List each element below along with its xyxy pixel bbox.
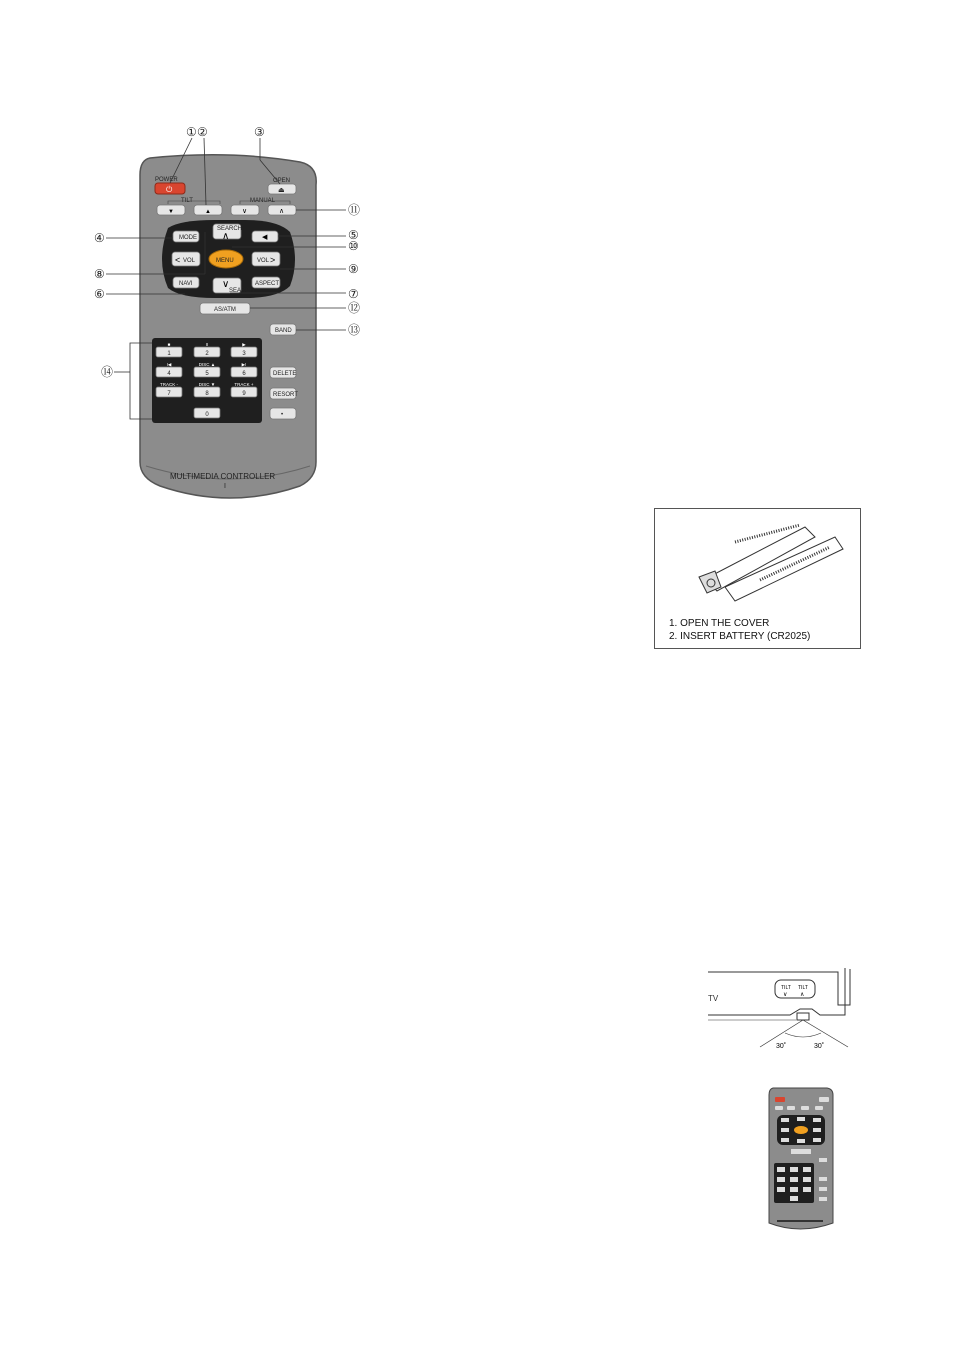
search-up-label: SEARCH [217, 226, 243, 232]
power-icon: ⏻ [166, 185, 173, 194]
triangle-up-icon: ▲ [205, 209, 211, 215]
battery-step-1: 1. OPEN THE COVER [669, 618, 770, 629]
keypad-key-symbol: ■ [167, 342, 171, 347]
brand-label: MULTIMEDIA CONTROLLER [170, 472, 276, 481]
callout-3: ③ [254, 125, 265, 139]
power-label: POWER [155, 177, 178, 183]
triangle-down-icon: ▼ [168, 209, 174, 215]
callout-12: ⑫ [348, 301, 361, 315]
keypad-key[interactable] [194, 408, 220, 418]
menu-label: MENU [216, 258, 234, 264]
keypad-key-number: 2 [205, 351, 209, 357]
brand-sub-label: I [224, 483, 226, 490]
navi-label: NAVI [179, 281, 193, 287]
keypad-key-symbol: ▶I [241, 362, 247, 367]
delete-label: DELETE [273, 371, 297, 377]
keypad-key-symbol: DISC ▲ [198, 362, 216, 367]
angle-right-label: 30˚ [814, 1043, 825, 1050]
chevron-up-icon: ∧ [222, 231, 230, 242]
remote-control-diagram [0, 0, 954, 520]
keypad-key-number: 3 [242, 351, 246, 357]
callout-4: ④ [94, 231, 105, 245]
callout-8: ⑧ [94, 267, 105, 281]
vol-down-label: VOL [183, 258, 196, 264]
callout-5: ⑤ [348, 228, 359, 242]
resort-label: RESORT [273, 392, 298, 398]
receiver-angle-diagram [700, 965, 860, 1055]
keypad-key[interactable] [231, 382, 257, 397]
search-down-label: SEARCH [229, 288, 255, 294]
chevron-right-icon: > [270, 255, 276, 265]
keypad-key-symbol: TRACK - [160, 382, 178, 387]
callout-7: ⑦ [348, 287, 359, 301]
mode-label: MODE [179, 235, 197, 241]
battery-step-2: 2. INSERT BATTERY (CR2025) [669, 631, 811, 642]
keypad-key-number: 0 [205, 412, 209, 418]
callout-6: ⑥ [94, 287, 105, 301]
keypad-key-number: 6 [242, 371, 246, 377]
dot-label: • [281, 412, 284, 418]
tilt-right-label: TILT [798, 985, 808, 991]
callout-11: ⑪ [348, 203, 361, 217]
keypad-key-symbol: DISC ▼ [198, 382, 216, 387]
small-remote-thumbnail [765, 1085, 837, 1237]
battery-cover-illustration [695, 517, 855, 607]
open-label: OPEN [273, 178, 291, 184]
aspect-label: ASPECT [255, 281, 280, 287]
eject-icon: ⏏ [278, 187, 285, 194]
keypad-key-number: 7 [167, 391, 171, 397]
tilt-left-label: TILT [781, 985, 791, 991]
keypad-key-number: 4 [167, 371, 171, 377]
keypad-key-number: 5 [205, 371, 209, 377]
band-label: BAND [275, 328, 292, 334]
chevron-up-icon: ∧ [279, 208, 285, 215]
chevron-down-icon: ∨ [242, 208, 248, 215]
keypad-key-number: 1 [167, 351, 171, 357]
callout-9: ⑨ [348, 262, 359, 276]
chevron-left-icon: < [175, 255, 181, 265]
keypad-key-symbol: II [205, 342, 209, 347]
tv-label: TV [708, 994, 719, 1003]
ir-sensor [797, 1013, 809, 1020]
keypad-key-symbol: ▶ [242, 342, 246, 347]
as-atm-label: AS/ATM [214, 307, 236, 313]
angle-left-label: 30˚ [776, 1043, 787, 1050]
chevron-down-icon: ∨ [783, 992, 788, 998]
callout-1: ① [186, 125, 197, 139]
keypad-key-number: 8 [205, 391, 209, 397]
vol-up-label: VOL [257, 258, 270, 264]
callout-2: ② [197, 125, 208, 139]
keypad-key-symbol: TRACK + [234, 382, 254, 387]
callout-14: ⑭ [101, 365, 114, 379]
keypad-key-number: 9 [242, 391, 246, 397]
manual-label: MANUAL [250, 198, 276, 204]
battery-instruction-box [654, 508, 861, 649]
keypad-key-symbol: I◀ [166, 362, 172, 367]
callout-10: ⑩ [348, 239, 359, 253]
chevron-down-icon: ∨ [222, 279, 230, 290]
callout-13: ⑬ [348, 323, 361, 337]
chevron-up-icon: ∧ [800, 992, 805, 998]
left-arrow-icon: ◀ [262, 234, 268, 241]
tilt-label: TILT [181, 198, 193, 204]
